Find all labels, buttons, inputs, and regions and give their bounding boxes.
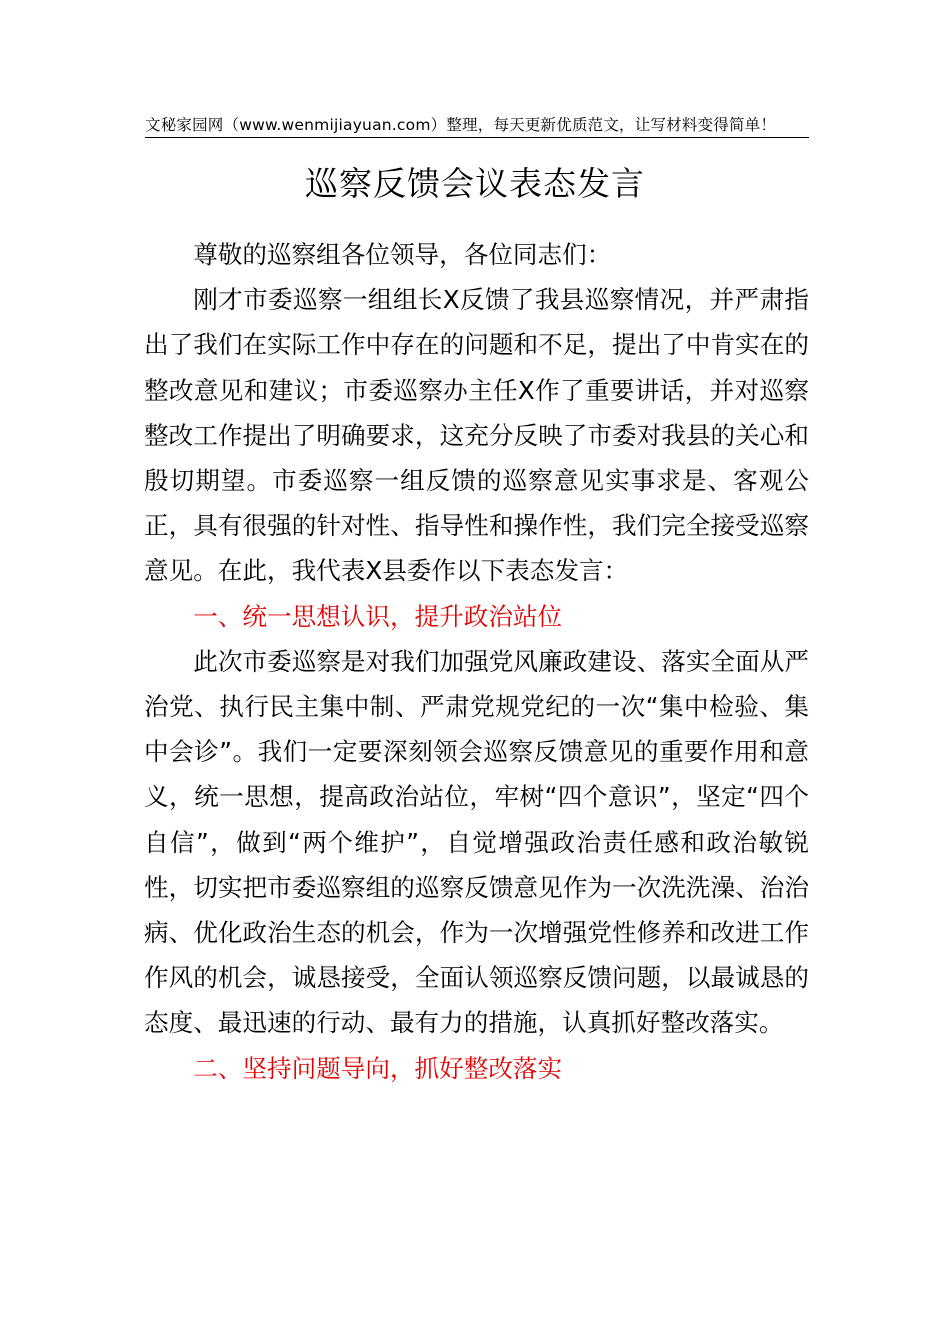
document-title: 巡察反馈会议表态发言 xyxy=(305,164,645,203)
header-divider xyxy=(145,137,809,138)
section-heading-1: 一、统一思想认识，提升政治站位 xyxy=(193,601,563,631)
section-heading-2: 二、坚持问题导向，抓好整改落实 xyxy=(193,1053,563,1083)
paragraph-intro: 刚才市委巡察一组组长X反馈了我县巡察情况，并严肃指出了我们在实际工作中存在的问题和不足，提出了中肯实在的整改意见和建议；市委巡察办主任X作了重要讲话，并对巡察整改工作提出了明确要求，这充分反映了市委对我县的关心和殷切期望。市委巡察一组反馈的巡察意见实事求是、客观公正，具有很强的针对性、指导性和操作性，我们完全接受巡察意见。在此，我代表X县委作以下表态发言： xyxy=(144,285,809,586)
document-body xyxy=(144,232,809,1091)
salutation: 尊敬的巡察组各位领导，各位同志们： xyxy=(193,240,612,269)
section-1-body: 此次市委巡察是对我们加强党风廉政建设、落实全面从严治党、执行民主集中制、严肃党规党纪的一次“集中检验、集中会诊”。我们一定要深刻领会巡察反馈意见的重要作用和意义，统一思想，提高政治站位，牢树“四个意识”，坚定“四个自信”，做到“两个维护”，自觉增强政治责任感和政治敏锐性，切实把市委巡察组的巡察反馈意见作为一次洗洗澡、治治病、优化政治生态的机会，作为一次增强党性修养和改进工作作风的机会，诚恳接受，全面认领巡察反馈问题，以最诚恳的态度、最迅速的行动、最有力的措施，认真抓好整改落实。 xyxy=(144,646,809,1038)
header-banner: 文秘家园网（www.wenmijiayuan.com）整理，每天更新优质范文，让写材料变得简单！ xyxy=(145,116,777,134)
